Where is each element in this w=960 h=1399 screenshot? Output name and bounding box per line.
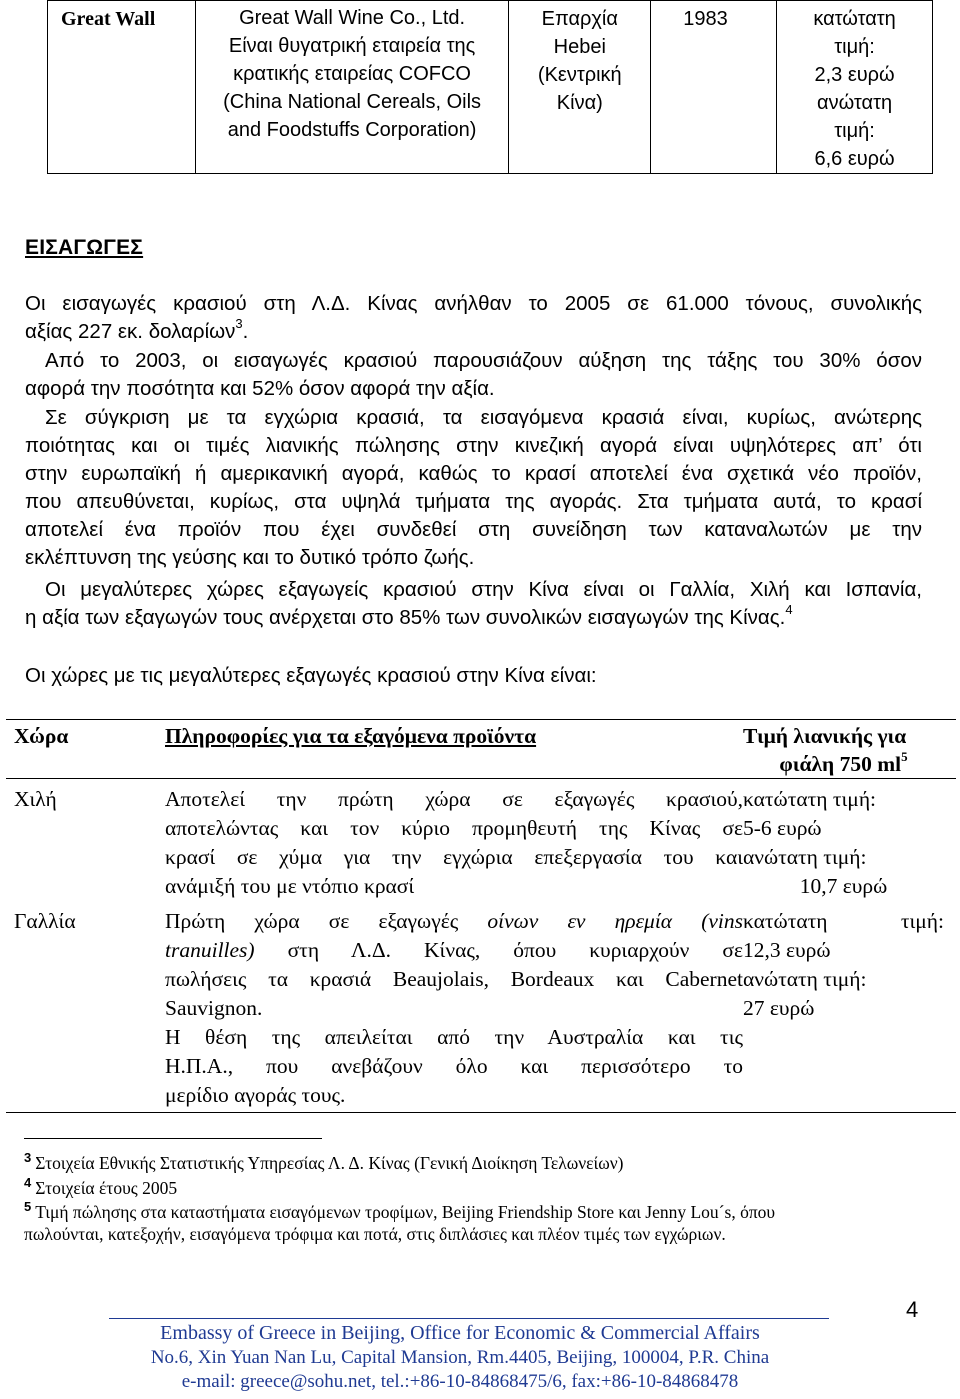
page-number: 4 xyxy=(906,1297,919,1322)
footer-office-name: Embassy of Greece in Beijing, Office for Economic & Commercial Affairs xyxy=(160,1322,760,1344)
header-price-line: Τιμή λιανικής για xyxy=(743,724,907,748)
region-line: Hebei xyxy=(553,36,606,58)
paragraph-comparison xyxy=(25,404,922,572)
header-info: Πληροφορίες για τα εξαγόμενα προϊόντα xyxy=(165,724,537,748)
info-line xyxy=(165,936,743,965)
price-line: ανώτατη τιμή: xyxy=(743,845,867,869)
region-cell xyxy=(509,1,651,174)
text-line: Οι μεγαλύτερες χώρες εξαγωγείς κρασιού στην Κίνα είναι οι Γαλλία, Χιλή και Ισπανία, xyxy=(45,578,922,601)
company-table xyxy=(47,0,933,174)
country-cell: Χιλή xyxy=(14,787,57,811)
footnote-5 xyxy=(24,1201,924,1245)
footnote-ref-4: 4 xyxy=(785,602,793,618)
info-line: αποτελώντας και τον κύριο προμηθευτή της Κίνας σε xyxy=(165,816,743,840)
footnote-text: Τιμή πώλησης στα καταστήματα εισαγόμενων τροφίμων, Beijing Friendship Store και Jenny Lou´s, όπου xyxy=(35,1202,776,1222)
footnote-number: 5 xyxy=(24,1199,32,1215)
text-line: αφορά την ποσότητα και 52% όσον αφορά την αξία. xyxy=(25,377,495,400)
footnote-3 xyxy=(24,1152,924,1174)
text-line: εκλέπτυνση της γεύσης και το δυτικό τρόπο ζωής. xyxy=(25,546,475,569)
text-line: Από το 2003, οι εισαγωγές κρασιού παρουσιάζουν αύξηση της τάξης του 30% όσον xyxy=(45,349,922,372)
footnote-divider xyxy=(24,1138,322,1139)
header-price-text: φιάλη 750 ml xyxy=(779,752,902,776)
info-line: πωλήσεις τα κρασιά Beaujolais, Bordeaux και Cabernet xyxy=(165,967,743,991)
header-price xyxy=(743,720,956,779)
region-line: Επαρχία xyxy=(541,8,618,30)
text-line: ποιότητας και οι τιμές λιανικής πώλησης στην κινεζική αγορά είναι υψηλότερες απ’ ότι xyxy=(25,434,922,457)
footnote-text: Στοιχεία Εθνικής Στατιστικής Υπηρεσίας Λ. Δ. Κίνας (Γενική Διοίκηση Τελωνείων) xyxy=(35,1153,624,1173)
text-line: Οι εισαγωγές κρασιού στη Λ.Δ. Κίνας ανήλθαν το 2005 σε 61.000 τόνους, συνολικής xyxy=(25,292,922,315)
price-cell xyxy=(743,779,956,902)
company-short-name: Great Wall xyxy=(48,1,196,174)
info-line: Η θέση της απειλείται από την Αυστραλία και τις xyxy=(165,1025,743,1049)
info-italic: οίνων εν ηρεμία (vins xyxy=(487,909,743,933)
footnote-text: Στοιχεία έτους 2005 xyxy=(35,1178,178,1198)
price-line: ανώτατη xyxy=(817,92,893,114)
price-line: 27 ευρώ xyxy=(743,996,815,1020)
paragraph-table-intro xyxy=(25,662,922,690)
table-row xyxy=(48,1,933,174)
info-line: Sauvignon. xyxy=(165,996,263,1020)
info-line: κρασί σε χύμα για την εγχώρια επεξεργασία του και xyxy=(165,845,743,869)
company-description xyxy=(195,1,509,174)
footnote-ref-5: 5 xyxy=(901,748,908,764)
footnote-line xyxy=(24,1152,924,1174)
paragraph-imports-volume xyxy=(25,290,922,346)
price-line: τιμή: xyxy=(834,36,875,58)
paragraph-top-exporters xyxy=(25,576,922,632)
region-line: (Κεντρική xyxy=(537,64,622,86)
text-line: στην ευρωπαϊκή ή αμερικανική αγορά, καθώς το κρασί αποτελεί ένα σχετικά νέο προϊόν, xyxy=(25,462,922,485)
header-country: Χώρα xyxy=(14,724,69,748)
price-line: κατώτατη xyxy=(813,8,896,30)
price-line: 10,7 ευρώ xyxy=(799,874,888,898)
text-line: που απευθύνεται, κυρίως, στα υψηλά τμήματα της αγοράς. Στα τμήματα αυτά, το κρασί xyxy=(25,490,922,513)
info-text: στη Λ.Δ. Κίνας, όπου κυριαρχούν σε xyxy=(287,938,743,962)
text-line: αποτελεί ένα προϊόν που έχει συνδεθεί στη συνείδηση των καταναλωτών με την xyxy=(25,518,922,541)
info-line: Η.Π.Α., που ανεβάζουν όλο και περισσότερο το xyxy=(165,1054,743,1078)
price-range-cell xyxy=(777,1,933,174)
footnote-line: πωλούνται, κατεξοχήν, εισαγόμενα τρόφιμα και ποτά, στις διπλάσιες και πλέον τιμές των εγχώριων. xyxy=(24,1224,726,1244)
info-line: μερίδιο αγοράς τους. xyxy=(165,1083,346,1107)
info-cell xyxy=(165,779,743,902)
price-line: τιμή: xyxy=(834,120,875,142)
price-line: 12,3 ευρώ xyxy=(743,938,831,962)
text-line xyxy=(25,604,922,632)
company-line: (China National Cereals, Oils xyxy=(223,91,482,113)
info-line: Αποτελεί την πρώτη χώρα σε εξαγωγές κρασιού, xyxy=(165,787,743,811)
footer-contact: e-mail: greece@sohu.net, tel.:+86-10-84868475/6, fax:+86-10-84868478 xyxy=(181,1371,739,1392)
text-span: η αξία των εξαγωγών τους ανέρχεται στο 85% των συνολικών εισαγωγών της Κίνας. xyxy=(25,606,786,629)
company-line: κρατικής εταιρείας COFCO xyxy=(233,63,471,85)
founding-year: 1983 xyxy=(651,1,777,174)
paragraph-growth xyxy=(25,347,922,403)
price-line: 6,6 ευρώ xyxy=(814,148,895,170)
table-header-row xyxy=(6,720,956,779)
footnote-line xyxy=(24,1201,924,1223)
footnote-4 xyxy=(24,1177,924,1199)
company-line: Είναι θυγατρική εταιρεία της xyxy=(228,35,476,57)
price-line: 2,3 ευρώ xyxy=(814,64,895,86)
section-heading-imports: ΕΙΣΑΓΩΓΕΣ xyxy=(25,236,144,259)
footer-address: No.6, Xin Yuan Nan Lu, Capital Mansion, Rm.4405, Beijing, 100004, P.R. China xyxy=(150,1347,770,1368)
text-line: Σε σύγκριση με τα εγχώρια κρασιά, τα εισαγόμενα κρασιά είναι, κυρίως, ανώτερης xyxy=(45,406,922,429)
company-line: Great Wall Wine Co., Ltd. xyxy=(239,7,466,29)
header-price-line xyxy=(743,750,944,778)
price-line: ανώτατη τιμή: xyxy=(743,967,867,991)
price-line: κατώτατη τιμή: xyxy=(743,787,877,811)
info-line xyxy=(165,907,743,936)
text-span: αξίας 227 εκ. δολαρίων xyxy=(25,320,236,343)
footnote-ref-3: 3 xyxy=(235,316,243,332)
region-line: Κίνα) xyxy=(556,92,603,114)
footnote-number: 3 xyxy=(24,1150,32,1166)
price-line: 5-6 ευρώ xyxy=(743,816,822,840)
table-row xyxy=(6,779,956,902)
text-span: . xyxy=(242,320,249,343)
exporters-table xyxy=(6,719,956,1113)
footer-divider xyxy=(109,1318,829,1319)
text-line xyxy=(25,318,922,346)
price-cell xyxy=(743,901,956,1113)
footnote-number: 4 xyxy=(24,1175,32,1191)
info-italic: tranuilles) xyxy=(165,938,255,962)
company-line: and Foodstuffs Corporation) xyxy=(227,119,477,141)
text-line: Οι χώρες με τις μεγαλύτερες εξαγωγές κρασιού στην Κίνα είναι: xyxy=(25,664,597,687)
info-line: ανάμιξή του με ντόπιο κρασί xyxy=(165,874,415,898)
price-line: κατώτατη τιμή: xyxy=(743,909,944,933)
footnote-line xyxy=(24,1177,924,1199)
country-cell: Γαλλία xyxy=(14,909,76,933)
info-cell xyxy=(165,901,743,1113)
info-text: Πρώτη χώρα σε εξαγωγές xyxy=(165,909,459,933)
table-row xyxy=(6,901,956,1113)
